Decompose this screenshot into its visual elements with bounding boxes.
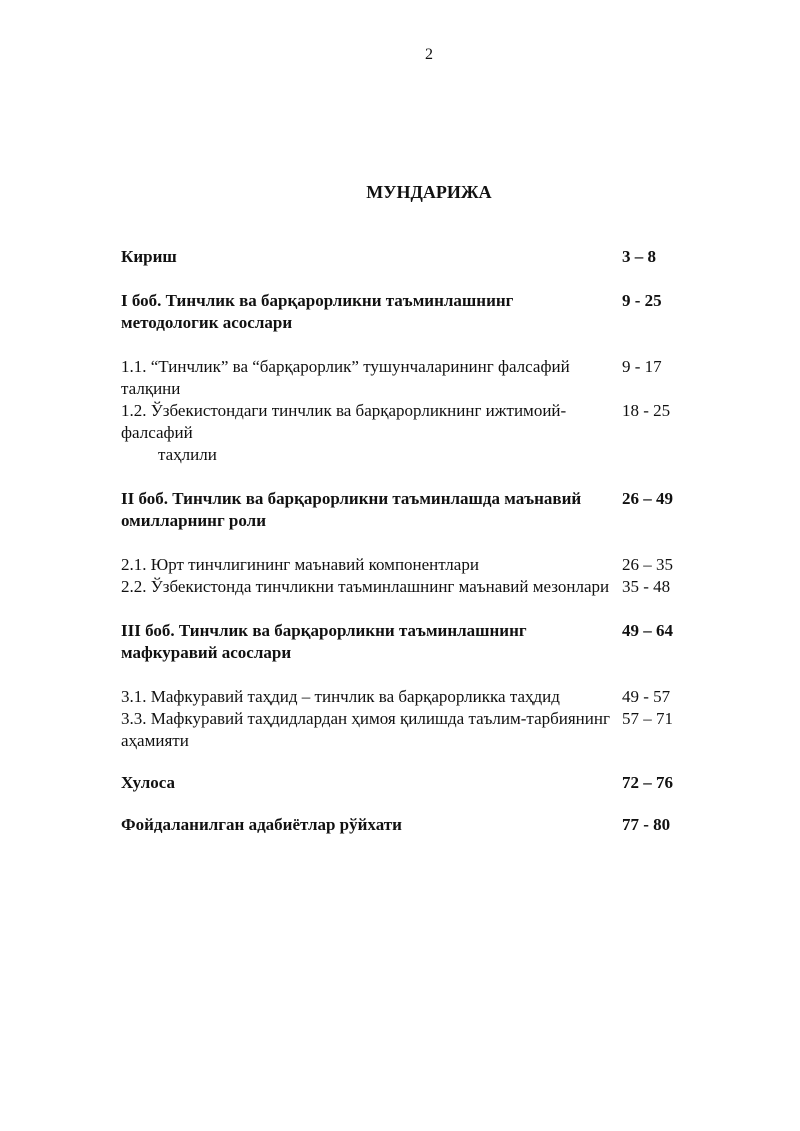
toc-entry-text: 2.1. Юрт тинчлигининг маънавий компонентлари — [121, 555, 479, 574]
toc-entry-pages: 49 - 57 — [622, 687, 671, 706]
toc-entry-text: Кириш — [121, 247, 177, 266]
toc-entry-text: 3.3. Мафкуравий таҳдидлардан ҳимоя қилишда таълим-тарбиянинг аҳамияти — [121, 709, 610, 750]
toc-entry-pages: 77 - 80 — [622, 815, 671, 834]
table-of-contents — [121, 246, 681, 836]
toc-entry-text: II боб. Тинчлик ва барқарорликни таъминлашда маънавий омилларнинг роли — [121, 489, 582, 530]
toc-entry-pages: 35 - 48 — [622, 577, 671, 596]
toc-entry-pages: 9 - 25 — [622, 291, 662, 310]
toc-entry-pages: 49 – 64 — [622, 621, 673, 640]
toc-entry-conclusion[interactable] — [121, 772, 681, 794]
toc-entry-pages: 26 – 35 — [622, 555, 673, 574]
toc-entry-text: I боб. Тинчлик ва барқарорликни таъминлашнинг методологик асослари — [121, 291, 514, 332]
toc-entry-pages: 3 – 8 — [622, 247, 656, 266]
toc-entry-section-1-1[interactable] — [121, 356, 681, 400]
toc-entry-section-1-2[interactable] — [121, 400, 681, 466]
page-title: МУНДАРИЖА — [366, 182, 492, 202]
toc-entry-text: 1.2. Ўзбекистондаги тинчлик ва барқарорликнинг ижтимоий-фалсафий — [121, 401, 567, 442]
toc-entry-pages: 57 – 71 — [622, 709, 673, 728]
toc-entry-pages: 72 – 76 — [622, 773, 673, 792]
toc-entry-section-2-1[interactable] — [121, 554, 681, 576]
page-number: 2 — [425, 46, 433, 63]
toc-entry-bibliography[interactable] — [121, 814, 681, 836]
toc-entry-chapter-1[interactable] — [121, 290, 681, 334]
toc-entry-pages: 26 – 49 — [622, 489, 673, 508]
toc-entry-introduction[interactable] — [121, 246, 681, 268]
toc-entry-section-3-3[interactable] — [121, 708, 681, 752]
toc-entry-text-continued: таҳлили — [158, 445, 217, 464]
toc-entry-text: 3.1. Мафкуравий таҳдид – тинчлик ва барқарорликка таҳдид — [121, 687, 560, 706]
toc-entry-chapter-2[interactable] — [121, 488, 681, 532]
toc-entry-text: III боб. Тинчлик ва барқарорликни таъминлашнинг мафкуравий асослари — [121, 621, 527, 662]
toc-entry-pages: 18 - 25 — [622, 401, 671, 420]
toc-entry-text: 1.1. “Тинчлик” ва “барқарорлик” тушунчаларининг фалсафий талқини — [121, 357, 570, 398]
toc-entry-text: Хулоса — [121, 773, 175, 792]
toc-entry-chapter-3[interactable] — [121, 620, 681, 664]
toc-entry-pages: 9 - 17 — [622, 357, 662, 376]
toc-entry-section-2-2[interactable] — [121, 576, 681, 598]
toc-entry-section-3-1[interactable] — [121, 686, 681, 708]
toc-entry-text: 2.2. Ўзбекистонда тинчликни таъминлашнинг маънавий мезонлари — [121, 577, 610, 596]
toc-entry-text: Фойдаланилган адабиётлар рўйхати — [121, 815, 402, 834]
